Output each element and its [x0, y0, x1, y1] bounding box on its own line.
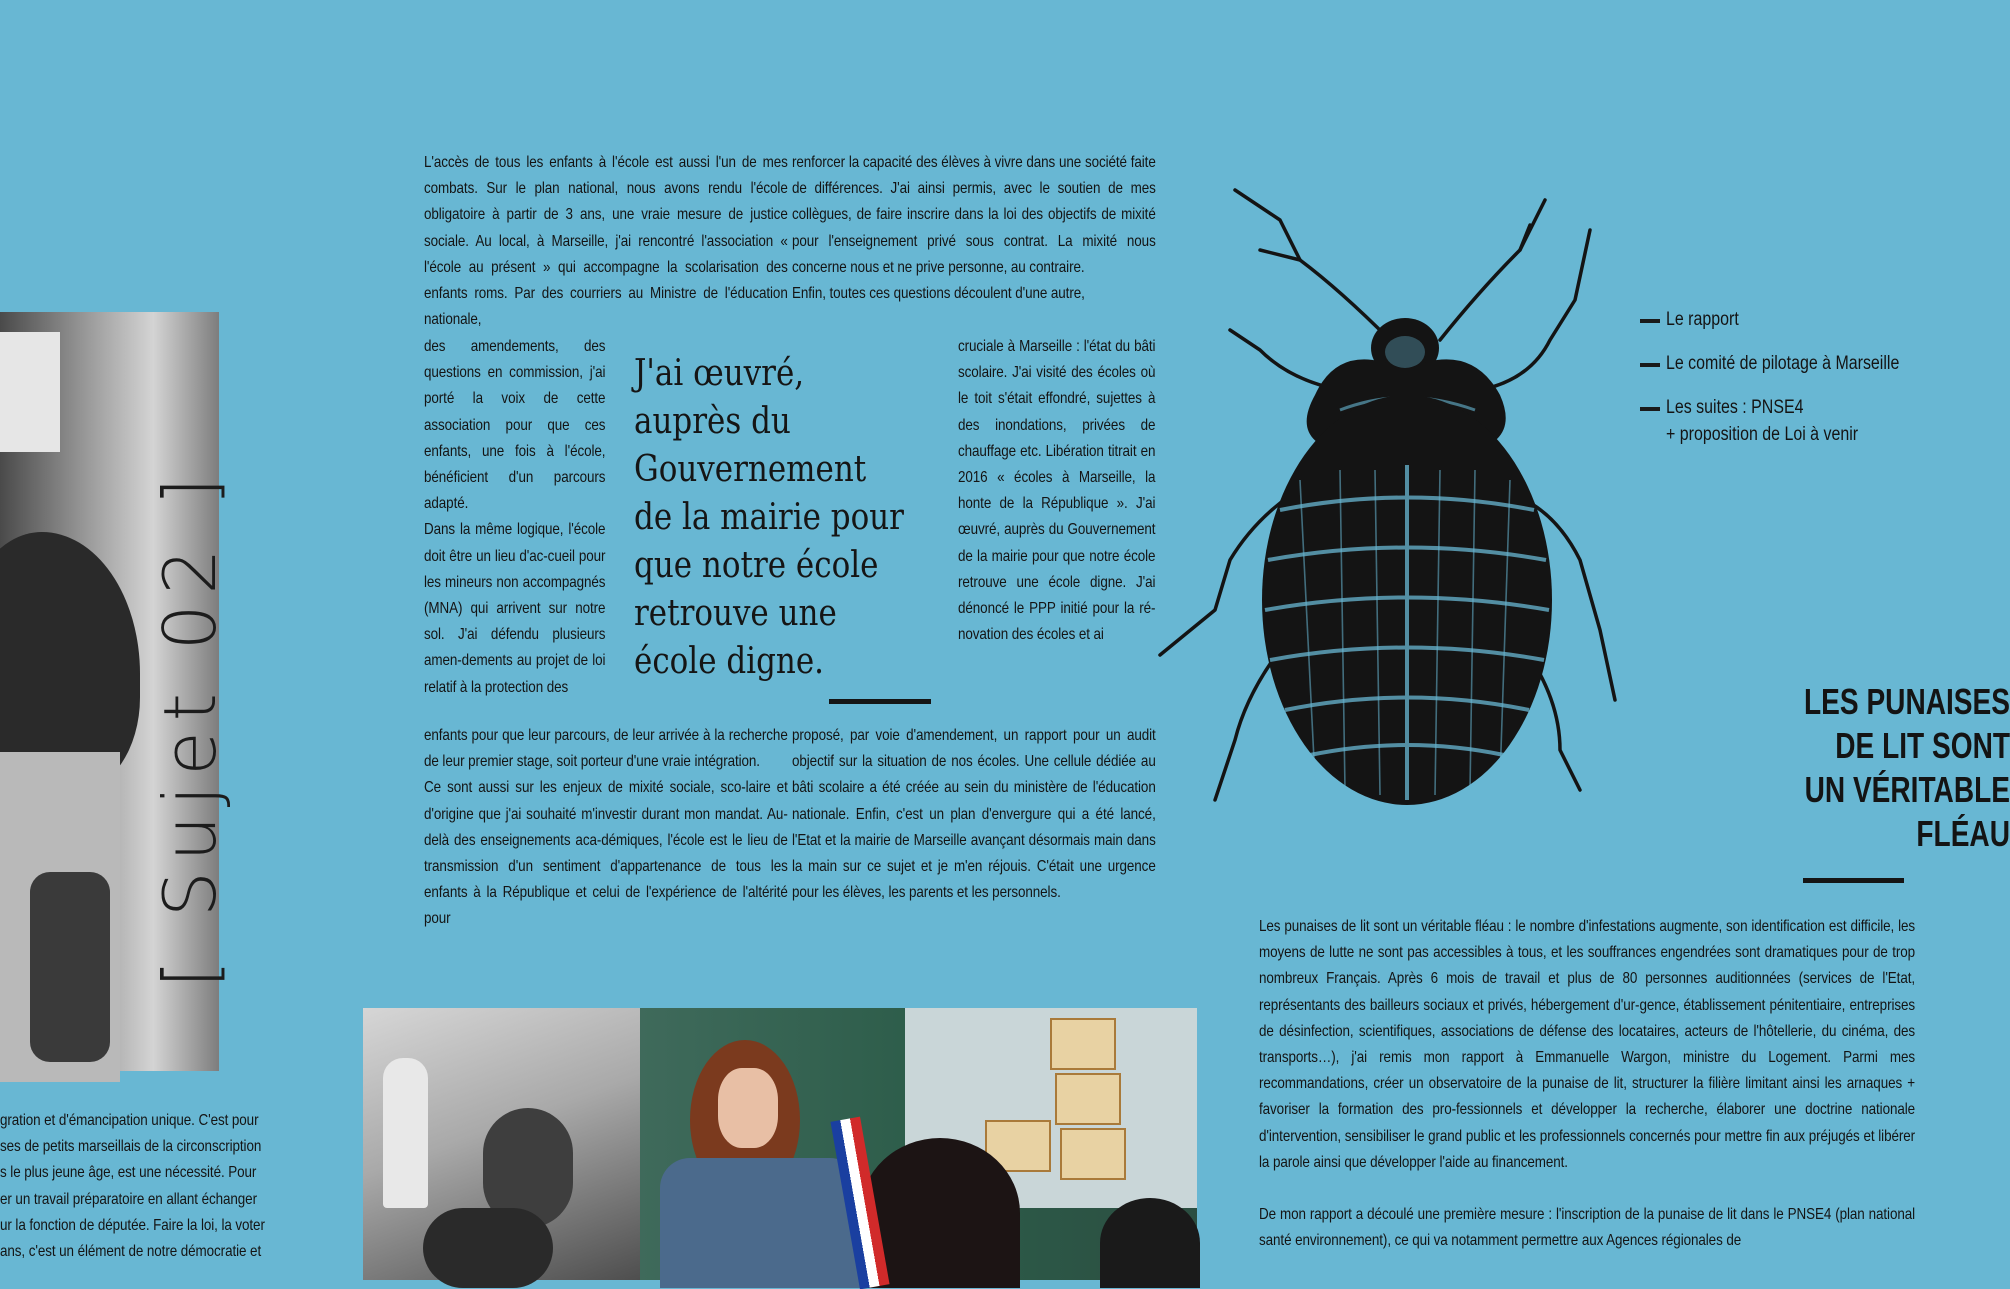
article-paragraph-1: Les punaises de lit sont un véritable fléau : le nombre d'infestations augmente, son identification est difficile, les moyens de lutte ne sont pas accessibles à tous, et les souffrances engendrées sont dramatiques pour de trop nombreux Français. Après 6 mois de travail et plus de 80 personnes auditionnées (services de l'Etat, représentants des bailleurs sociaux et privés, hébergement d'ur-gence, établissement pénitentiaire, entreprises de désinfection, scientifiques, associations de défense des locataires, acteurs de l'hôtellerie, du cinéma, des transports…), j'ai remis mon rapport à Emmanuelle Wargon, ministre du Logement. Parmi mes recommandations, créer un observatoire de la punaise de lit, structurer la filière limitant ainsi les arnaques + favoriser la formation des pro-fessionnels et développer la recherche, élaborer une doctrine nationale d'intervention, sensibiliser le grand public et les professionnels concernés pour mettre fin aux préjugés et libérer la parole ainsi que développer l'aide au financement. [1259, 918, 1916, 1171]
column-1-bottom [424, 723, 788, 933]
photo-window-detail [0, 332, 60, 452]
photo-jacket-detail [660, 1158, 860, 1288]
headline-rule [1803, 878, 1904, 883]
column-1-paragraph-2: des amendements, des questions en commission, j'ai porté la voix de cette association pour que ces enfants, une fois à l'école, bénéficient d'un parcours adapté. [424, 338, 606, 513]
list-bullet [1640, 407, 1660, 411]
article-spacer [1259, 1176, 1915, 1202]
bottom-left-line: ses de petits marseillais de la circonscription [0, 1138, 262, 1156]
photo-card-detail [1060, 1128, 1126, 1180]
photo-face-detail [718, 1068, 778, 1148]
list-item: + proposition de Loi à venir [1666, 424, 1859, 445]
photo-card-detail [1055, 1073, 1121, 1125]
headline-line: UN VÉRITABLE [1804, 769, 2010, 810]
list-bullet [1640, 319, 1660, 323]
pull-quote-rule [829, 699, 931, 704]
photo-person-detail [383, 1058, 428, 1208]
bottom-left-line: ans, c'est un élément de notre démocratie et [0, 1243, 262, 1261]
column-2-paragraph-1: renforcer la capacité des élèves à vivre dans une société faite de différences. J'ai ainsi permis, avec le soutien de mes collègues, de faire inscrire dans la loi des objectifs de mixité pour l'enseignement privé sous contrat. La mixité nous concerne nous et ne prive personne, au contraire. [792, 154, 1156, 276]
column-1-top [424, 150, 788, 333]
column-2-bottom [792, 723, 1156, 906]
bottom-left-line: gration et d'émancipation unique. C'est pour [0, 1112, 259, 1129]
list-item: Les suites : PNSE4 [1666, 397, 1804, 418]
bottom-left-line: s le plus jeune âge, est une nécessité. Pour [0, 1164, 257, 1182]
photo-person-detail [423, 1208, 553, 1288]
column-2-paragraph-4: proposé, par voie d'amendement, un rapport pour un audit objectif sur la situation de nos écoles. Une cellule dédiée au bâti scolaire a été créée au sein du ministère de l'éducation nationale. Enfin, c'est un plan d'envergure qui a été lancé, l'Etat et la mairie de Marseille avançant désormais main dans la main sur ce sujet et je m'en réjouis. C'était une urgence pour les élèves, les parents et les personnels. [792, 727, 1156, 902]
photo-child-detail [1100, 1198, 1200, 1288]
bottom-left-line: er un travail préparatoire en allant échanger [0, 1190, 257, 1208]
column-2-top [792, 150, 1156, 307]
photo-backpack-detail [30, 872, 110, 1062]
column-1-paragraph-4: enfants pour que leur parcours, de leur arrivée à la recherche de leur premier stage, soit porteur d'une vraie intégration. [424, 727, 788, 771]
headline-line: FLÉAU [1916, 813, 2010, 854]
bottom-left-line: ur la fonction de députée. Faire la loi, la voter [0, 1216, 265, 1234]
list-item: Le comité de pilotage à Marseille [1666, 353, 1900, 374]
headline-line: LES PUNAISES [1804, 681, 2010, 722]
article-body [1259, 914, 1915, 1254]
column-1-paragraph-3: Dans la même logique, l'école doit être un lieu d'ac-cueil pour les mineurs non accompagnés (MNA) qui arrivent sur notre sol. J'ai défendu plusieurs amen-dements au projet de loi relatif à la protection des [424, 521, 606, 696]
bedbug-illustration-icon [1140, 180, 1660, 840]
column-2-paragraph-2: Enfin, toutes ces questions découlent d'une autre, [792, 285, 1085, 303]
article-paragraph-2: De mon rapport a découlé une première mesure : l'inscription de la punaise de lit dans le PNSE4 (plan national santé environnement), ce qui va notamment permettre aux Agences régionales de [1259, 1206, 1916, 1250]
column-1-paragraph-1: L'accès de tous les enfants à l'école est aussi l'un de mes combats. Sur le plan national, nous avons rendu l'école obligatoire à partir de 3 ans, une vraie mesure de justice sociale. Au local, à Marseille, j'ai rencontré l'association « l'école au présent » qui accompagne la scolarisation des enfants roms. Par des courriers au Ministre de l'éducation nationale, [424, 154, 788, 329]
photo-meeting-bw [363, 1008, 640, 1280]
bottom-left-text [0, 1108, 294, 1265]
photo-classroom-color [640, 1008, 1197, 1280]
list-bullet [1640, 363, 1660, 367]
headline-line: DE LIT SONT [1835, 725, 2010, 766]
section-label: [ Sujet 02 ] [148, 467, 232, 988]
column-1-wrap [424, 334, 605, 701]
column-1-paragraph-5: Ce sont aussi sur les enjeux de mixité sociale, sco-laire et d'origine que j'ai souhaité m'investir durant mon mandat. Au-delà des enseignements aca-démiques, l'école est le lieu de transmission d'un sentiment d'appartenance de tous les enfants à la République et celui de l'expérience de l'altérité pour [424, 779, 788, 928]
column-2-paragraph-3: cruciale à Marseille : l'état du bâti scolaire. J'ai visité des écoles où le toit s'était effondré, sujettes à des inondations, privées de chauffage etc. Libération titrait en 2016 « écoles à Marseille, la honte de la République ». J'ai œuvré, auprès du Gouvernement de la mairie pour que notre école retrouve une école digne. J'ai dénoncé le PPP initié pour la ré-novation des écoles et ai [958, 338, 1156, 644]
article-headline [1737, 680, 2010, 856]
pull-quote: J'ai œuvré, auprès du Gouvernement de la mairie pour que notre école retrouve une école digne. [634, 353, 904, 682]
column-2-wrap [958, 334, 1155, 648]
list-item: Le rapport [1666, 309, 1739, 330]
photo-card-detail [1050, 1018, 1116, 1070]
